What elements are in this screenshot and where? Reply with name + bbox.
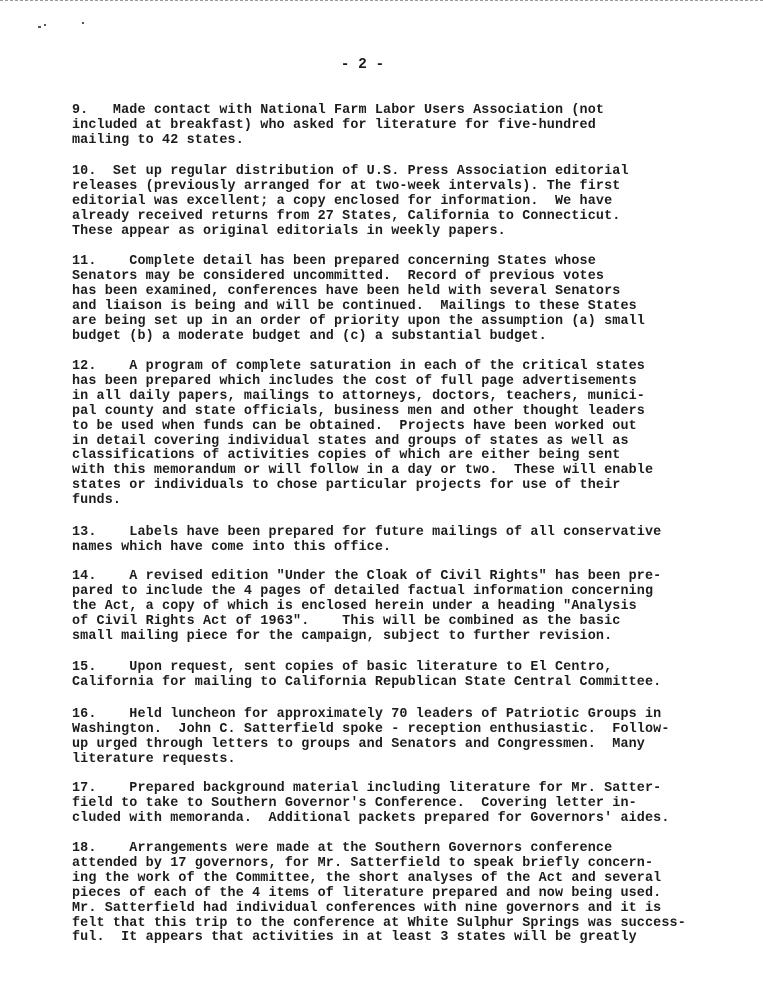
paragraph-15: 15. Upon request, sent copies of basic literature to El Centro, California for mailing to California Republican State Central Committee. — [72, 660, 662, 690]
page-number: - 2 - — [340, 57, 385, 73]
paragraph-16: 16. Held luncheon for approximately 70 leaders of Patriotic Groups in Washington. John C. Satterfield spoke - reception enthusiastic. Follow- up urged through letters to groups and Senators and Congressmen. Many literature requests. — [72, 707, 670, 767]
paragraph-13: 13. Labels have been prepared for future mailings of all conservative names which have come into this office. — [72, 525, 662, 555]
scan-speck — [44, 24, 46, 26]
paragraph-18: 18. Arrangements were made at the Southern Governors conference attended by 17 governors, for Mr. Satterfield to speak briefly concern- ing the work of the Committee, the short analyses of the Act and several pieces of each of the 4 items of literature prepared and now being used. Mr. Satterfield had individual conferences with nine governors and it is felt that this trip to the conference at White Sulphur Springs was success- ful. It appears that activities in at least 3 states will be greatly — [72, 841, 686, 946]
paragraph-14: 14. A revised edition "Under the Cloak of Civil Rights" has been pre- pared to include the 4 pages of detailed factual information concerning the Act, a copy of which is enclosed herein under a heading "Analysis of Civil Rights Act of 1963". This will be combined as the basic small mailing piece for the campaign, subject to further revision. — [72, 569, 662, 644]
scan-speck — [82, 22, 84, 24]
paragraph-12: 12. A program of complete saturation in each of the critical states has been prepared which includes the cost of full page advertisements in all daily papers, mailings to attorneys, doctors, teachers, munici- pal county and state officials, business men and other thought leaders to be used when funds can be obtained. Projects have been worked out in detail covering individual states and groups of states as well as classifications of activities copies of which are either being sent with this memorandum or will follow in a day or two. These will enable states or individuals to chose particular projects for use of their funds. — [72, 359, 654, 509]
paragraph-9: 9. Made contact with National Farm Labor Users Association (not included at breakfast) who asked for literature for five-hundred mailing to 42 states. — [72, 103, 605, 148]
scan-speck — [38, 26, 41, 28]
page-top-edge — [0, 0, 763, 3]
paragraph-11: 11. Complete detail has been prepared concerning States whose Senators may be considered uncommitted. Record of previous votes has been examined, conferences have been held with several Senators and liaison is being and will be continued. Mailings to these States are being set up in an order of priority upon the assumption (a) small budget (b) a moderate budget and (c) a substantial budget. — [72, 254, 645, 344]
paragraph-10: 10. Set up regular distribution of U.S. Press Association editorial releases (previously arranged for at two-week intervals). The first editorial was excellent; a copy enclosed for information. We have already received returns from 27 States, California to Connecticut. These appear as original editorials in weekly papers. — [72, 164, 629, 239]
paragraph-17: 17. Prepared background material including literature for Mr. Satter- field to take to Southern Governor's Conference. Covering letter in- cluded with memoranda. Additional packets prepared for Governors' aides. — [72, 781, 670, 826]
